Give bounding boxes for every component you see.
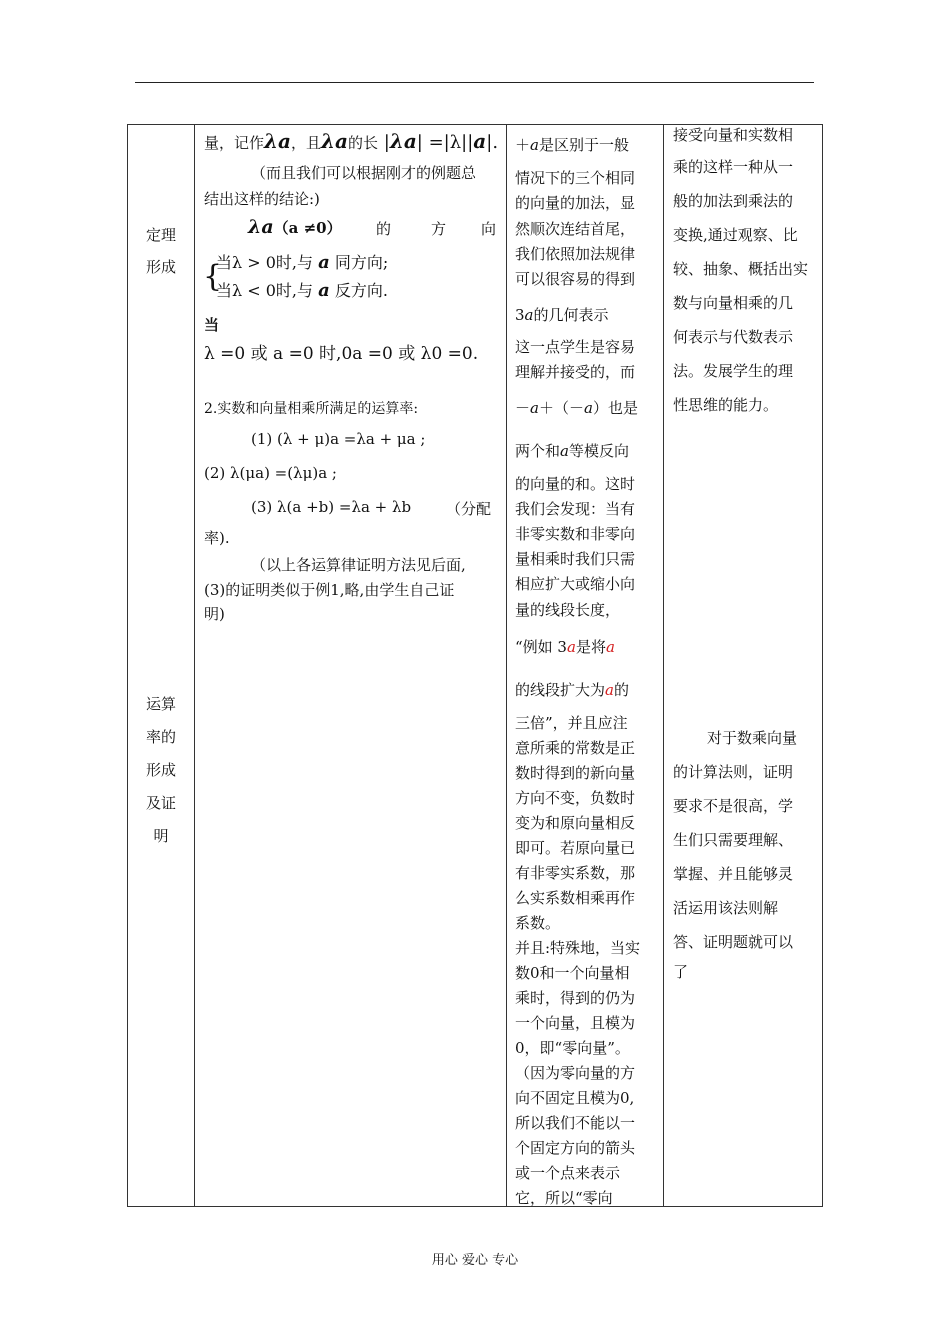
content-line: 当 bbox=[204, 316, 220, 334]
purpose-line: 要求不是很高，学 bbox=[673, 797, 794, 815]
purpose-line: 数与向量相乘的几 bbox=[673, 294, 794, 312]
row-header-line: 形成 bbox=[145, 761, 176, 779]
row-header-theorem bbox=[129, 219, 193, 283]
explain-line: 非零实数和非零向 bbox=[515, 525, 636, 543]
row-header-line: 明 bbox=[153, 827, 169, 845]
purpose-line: 对于数乘向量 bbox=[707, 729, 798, 747]
explain-line: 一个向量，且模为 bbox=[515, 1014, 636, 1032]
row-header-line: 率的 bbox=[145, 728, 176, 746]
purpose-line: 了 bbox=[673, 963, 689, 981]
purpose-line: 何表示与代数表示 bbox=[673, 328, 794, 346]
explain-line: 个固定方向的箭头 bbox=[515, 1139, 636, 1157]
purpose-line: 般的加法到乘法的 bbox=[673, 192, 794, 210]
page-footer: 用心 爱心 专心 bbox=[431, 1253, 519, 1268]
explain-line: 可以很容易的得到 bbox=[515, 270, 636, 288]
law-distributive: (3) λ(a +b) =λa + λb bbox=[251, 498, 412, 516]
explain-line: 三倍”，并且应注 bbox=[515, 714, 628, 732]
case-negative: 当λ < 0时,与 a 反方向. bbox=[216, 280, 388, 301]
explain-line: 两个和a等模反向 bbox=[515, 442, 629, 460]
content-word: 的 bbox=[376, 220, 392, 238]
content-line: 明) bbox=[204, 605, 225, 623]
explain-line: 系数。 bbox=[515, 914, 561, 932]
content-line: 率). bbox=[204, 529, 230, 547]
explain-line: 所以我们不能以一 bbox=[515, 1114, 636, 1132]
explain-line: 有非零实系数，那 bbox=[515, 864, 636, 882]
content-line: （以上各运算律证明方法见后面, bbox=[251, 556, 466, 574]
content-word: 方 bbox=[431, 220, 447, 238]
explain-line: ＋a是区别于一般 bbox=[515, 136, 629, 154]
purpose-line: 乘的这样一种从一 bbox=[673, 158, 794, 176]
explain-line: 数0和一个向量相 bbox=[515, 964, 630, 982]
row-header-line: 形成 bbox=[145, 258, 176, 276]
content-line: （分配 bbox=[446, 500, 492, 518]
header-rule bbox=[135, 82, 814, 83]
law-associative-mul: (2) λ(μa) =(λμ)a ; bbox=[204, 464, 337, 482]
explain-line: 情况下的三个相同 bbox=[515, 169, 636, 187]
explain-line: 然顺次连结首尾， bbox=[515, 220, 636, 238]
lesson-table bbox=[127, 124, 823, 1207]
explain-line: 我们依照加法规律 bbox=[515, 245, 636, 263]
content-line: λa（a ≠0） bbox=[248, 216, 342, 238]
laws-title: 2.实数和向量相乘所满足的运算率: bbox=[204, 401, 419, 417]
explain-line: 即可。若原向量已 bbox=[515, 839, 636, 857]
explain-line: 么实系数相乘再作 bbox=[515, 889, 636, 907]
explain-line: 的线段扩大为a的 bbox=[515, 681, 629, 699]
column-divider bbox=[194, 125, 195, 1206]
brace-glyph: { bbox=[203, 259, 223, 294]
explain-line: 或一个点来表示 bbox=[515, 1164, 621, 1182]
purpose-line: 掌握、并且能够灵 bbox=[673, 865, 794, 883]
law-associative-add: (1) (λ + μ)a =λa + μa ; bbox=[251, 430, 426, 448]
explain-line: 乘时，得到的仍为 bbox=[515, 989, 636, 1007]
explain-line: 相应扩大或缩小向 bbox=[515, 575, 636, 593]
purpose-line: 法。发展学生的理 bbox=[673, 362, 794, 380]
purpose-line: 答、证明题就可以 bbox=[673, 933, 794, 951]
purpose-line: 变换,通过观察、比 bbox=[673, 226, 798, 244]
row-header-line: 及证 bbox=[145, 794, 176, 812]
purpose-line: 较、抽象、概括出实 bbox=[673, 260, 809, 278]
content-line: （而且我们可以根据刚才的例题总 bbox=[251, 164, 477, 182]
purpose-line: 活运用该法则解 bbox=[673, 899, 779, 917]
explain-line: 0，即“零向量”。 bbox=[515, 1039, 630, 1057]
explain-line: 数时得到的新向量 bbox=[515, 764, 636, 782]
content-line: (3)的证明类似于例1,略,由学生自己证 bbox=[204, 581, 455, 599]
column-divider bbox=[663, 125, 664, 1206]
content-word: 向 bbox=[481, 220, 497, 238]
explain-line: 并且:特殊地，当实 bbox=[515, 939, 641, 957]
explain-line: －a＋（－a）也是 bbox=[515, 399, 638, 417]
explain-line: 的向量的和。这时 bbox=[515, 475, 636, 493]
explain-line: 方向不变，负数时 bbox=[515, 789, 636, 807]
purpose-line: 接受向量和实数相 bbox=[673, 126, 794, 144]
purpose-line: 的计算法则，证明 bbox=[673, 763, 794, 781]
explain-line: 3a的几何表示 bbox=[515, 306, 609, 324]
purpose-line: 生们只需要理解、 bbox=[673, 831, 794, 849]
explain-line: 量相乘时我们只需 bbox=[515, 550, 636, 568]
zero-vector-line: λ =0 或 a =0 时,0a =0 或 λ0 =0. bbox=[204, 344, 479, 364]
explain-line: 理解并接受的，而 bbox=[515, 363, 636, 381]
explain-line: 量的线段长度， bbox=[515, 601, 621, 619]
row-header-laws bbox=[129, 688, 193, 853]
content-line: 结出这样的结论:) bbox=[204, 190, 320, 208]
case-positive: 当λ > 0时,与 a 同方向; bbox=[216, 252, 389, 273]
row-header-line: 定理 bbox=[145, 226, 176, 244]
explain-line: 它，所以“零向 bbox=[515, 1189, 613, 1207]
column-divider bbox=[506, 125, 507, 1206]
explain-line: “例如 3a是将a bbox=[515, 638, 615, 656]
explain-line: 向不固定且模为0, bbox=[515, 1089, 635, 1107]
explain-line: 我们会发现：当有 bbox=[515, 500, 636, 518]
explain-line: 的向量的加法，显 bbox=[515, 194, 636, 212]
explain-line: 变为和原向量相反 bbox=[515, 814, 636, 832]
purpose-line: 性思维的能力。 bbox=[673, 396, 779, 414]
row-header-line: 运算 bbox=[145, 695, 176, 713]
explain-line: 这一点学生是容易 bbox=[515, 338, 636, 356]
explain-line: 意所乘的常数是正 bbox=[515, 739, 636, 757]
content-line: 量，记作λa，且λa的长 |λa| =|λ||a|. bbox=[204, 129, 499, 153]
explain-line: （因为零向量的方 bbox=[515, 1064, 636, 1082]
